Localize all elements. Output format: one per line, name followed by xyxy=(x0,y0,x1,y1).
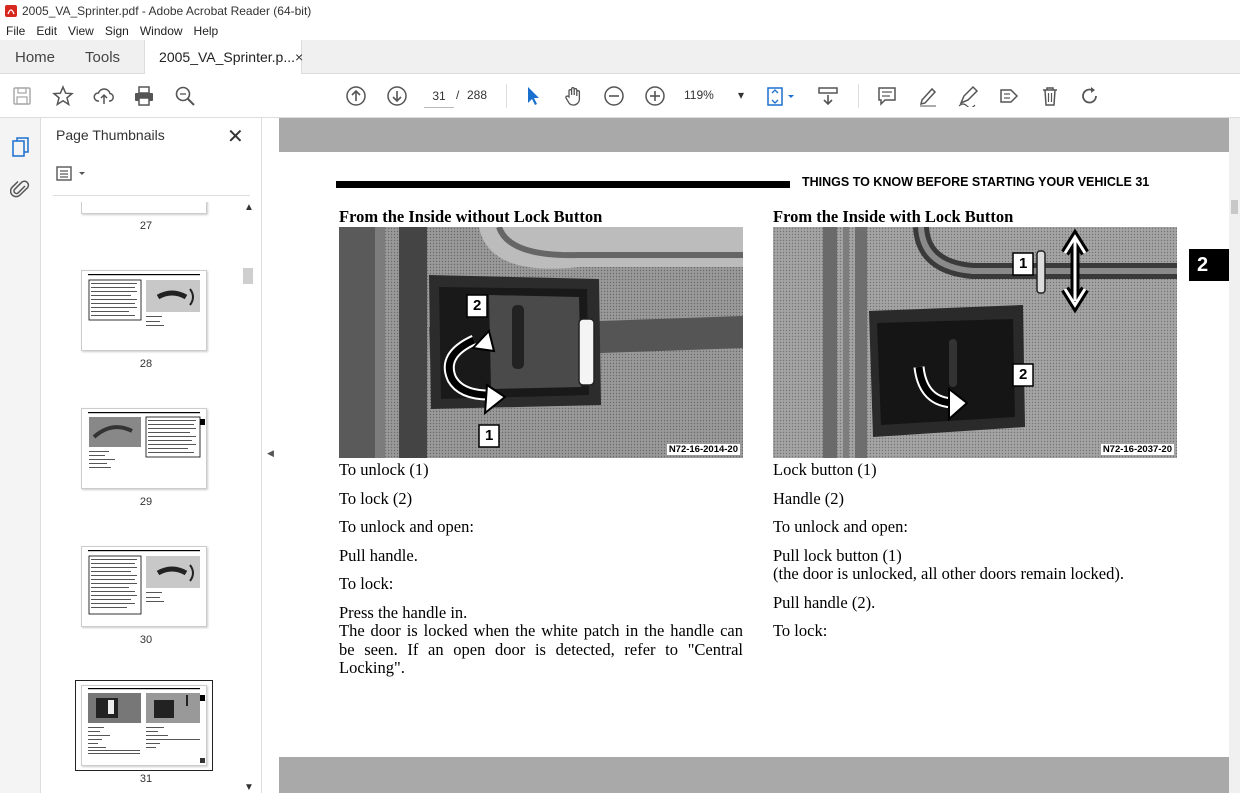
zoom-value: 119% xyxy=(684,88,714,102)
menu-edit[interactable]: Edit xyxy=(36,24,58,38)
callout-2: 2 xyxy=(1019,366,1028,383)
running-head: THINGS TO KNOW BEFORE STARTING YOUR VEHICLE 31 xyxy=(802,175,1150,189)
window-title-bar xyxy=(0,0,1240,22)
instruction-line: To unlock and open: xyxy=(773,517,908,536)
door-handle-illustration xyxy=(339,227,743,458)
tab-tools[interactable]: Tools xyxy=(85,48,121,66)
panel-collapse-handle[interactable] xyxy=(262,118,279,793)
page-number-input[interactable]: 31 xyxy=(424,84,454,108)
callout-1: 1 xyxy=(1019,255,1028,272)
upload-cloud-icon[interactable] xyxy=(92,84,116,108)
instruction-line: Pull lock button (1) xyxy=(773,545,902,565)
chapter-tab: 2 xyxy=(1189,249,1229,281)
menu-sign[interactable]: Sign xyxy=(104,24,129,38)
thumbnail-page-28[interactable] xyxy=(81,270,207,351)
instruction-line: To lock (2) xyxy=(339,488,413,508)
document-viewer xyxy=(279,118,1240,793)
search-zoom-icon[interactable] xyxy=(173,84,197,108)
instruction-line: Pull handle (2). xyxy=(773,592,876,612)
menu-help[interactable]: Help xyxy=(193,24,219,38)
page-separator: / xyxy=(456,88,460,102)
callout-1: 1 xyxy=(485,427,494,444)
thumbnail-image xyxy=(82,271,206,350)
thumbnail-image xyxy=(82,547,206,626)
thumbnail-label: 30 xyxy=(139,634,153,646)
thumbnail-page-31[interactable] xyxy=(81,685,207,766)
toolbar-divider xyxy=(506,84,507,108)
thumbnail-label: 31 xyxy=(139,773,153,785)
tab-close-icon[interactable]: × xyxy=(295,49,304,65)
rotate-icon[interactable] xyxy=(1078,84,1102,108)
main-toolbar xyxy=(0,74,1240,118)
left-navigation-rail xyxy=(0,118,41,793)
select-cursor-icon[interactable] xyxy=(521,84,545,108)
tab-document[interactable] xyxy=(144,40,302,74)
figure-drawing xyxy=(773,227,1177,458)
section-heading: From the Inside without Lock Button xyxy=(339,207,603,226)
thumbnail-label: 27 xyxy=(139,220,153,232)
instruction-line: To lock: xyxy=(339,574,394,593)
print-icon[interactable] xyxy=(132,84,156,108)
left-column xyxy=(339,207,743,678)
page-thumbnails-panel xyxy=(41,118,262,793)
thumbnail-page-27[interactable] xyxy=(81,202,207,214)
toolbar-divider xyxy=(858,84,859,108)
callout-2: 2 xyxy=(473,297,482,314)
document-scrollbar[interactable] xyxy=(1229,118,1240,793)
instruction-line: (the door is unlocked, all other doors remain locked). xyxy=(773,564,1124,583)
tab-home[interactable]: Home xyxy=(15,48,56,66)
instruction-paragraph: The door is locked when the white patch in the handle can be seen. If an open door is detected, refer to "Central Locking". xyxy=(339,621,743,677)
window-title: 2005_VA_Sprinter.pdf - Adobe Acrobat Reader (64-bit) xyxy=(22,4,312,18)
thumbnail-image xyxy=(82,686,206,765)
figure-code: N72-16-2037-20 xyxy=(1102,444,1172,455)
panel-divider xyxy=(53,195,250,196)
figure-drawing xyxy=(339,227,743,458)
thumbnail-options-icon[interactable] xyxy=(55,164,91,184)
page-thumbnails-icon[interactable] xyxy=(10,136,32,158)
menu-bar xyxy=(0,22,1240,40)
scroll-mode-icon[interactable] xyxy=(816,84,840,108)
comment-icon[interactable] xyxy=(875,84,899,108)
right-column xyxy=(773,207,1177,641)
tab-document-label: 2005_VA_Sprinter.p... xyxy=(159,49,295,65)
thumbnail-label: 29 xyxy=(139,496,153,508)
collapse-arrow-icon[interactable]: ◀ xyxy=(267,448,274,458)
trash-icon[interactable] xyxy=(1038,84,1062,108)
instruction-line: To unlock (1) xyxy=(339,460,429,479)
attachments-paperclip-icon[interactable] xyxy=(10,178,32,200)
hand-tool-icon[interactable] xyxy=(562,84,586,108)
scrollbar-thumb[interactable] xyxy=(1231,200,1238,214)
pdf-page xyxy=(279,152,1229,757)
chevron-up-icon[interactable]: ▲ xyxy=(244,202,254,213)
page-gap xyxy=(279,757,1229,793)
thumbnail-list xyxy=(53,202,239,793)
close-icon[interactable]: ✕ xyxy=(227,126,244,148)
page-gap xyxy=(279,118,1229,152)
menu-window[interactable]: Window xyxy=(139,24,183,38)
acrobat-icon xyxy=(4,4,18,18)
thumbnail-image xyxy=(82,409,206,488)
instruction-line: Handle (2) xyxy=(773,488,845,508)
edit-tag-icon[interactable] xyxy=(997,84,1021,108)
thumbnail-label: 28 xyxy=(139,358,153,370)
save-icon[interactable] xyxy=(10,84,34,108)
bookmark-star-icon[interactable] xyxy=(51,84,75,108)
instruction-line: To unlock and open: xyxy=(339,517,474,536)
zoom-in-icon[interactable] xyxy=(643,84,667,108)
previous-page-icon[interactable] xyxy=(344,84,368,108)
thumbnail-page-30[interactable] xyxy=(81,546,207,627)
figure-code: N72-16-2014-20 xyxy=(668,444,738,455)
thumbnail-page-29[interactable] xyxy=(81,408,207,489)
zoom-select[interactable] xyxy=(684,88,744,102)
instruction-line: Pull handle. xyxy=(339,545,418,565)
highlight-pen-icon[interactable] xyxy=(916,84,940,108)
next-page-icon[interactable] xyxy=(385,84,409,108)
instruction-line: Lock button (1) xyxy=(773,460,877,479)
door-handle-lock-illustration xyxy=(773,227,1177,458)
scrollbar-thumb[interactable] xyxy=(243,268,253,284)
sign-pen-icon[interactable] xyxy=(956,84,980,108)
panel-title: Page Thumbnails xyxy=(56,127,165,143)
chevron-down-icon: ▾ xyxy=(737,88,744,102)
menu-file[interactable]: File xyxy=(6,24,26,38)
running-head-rule xyxy=(336,181,790,188)
instruction-line: Press the handle in. xyxy=(339,602,468,622)
zoom-out-icon[interactable] xyxy=(602,84,626,108)
fit-page-icon[interactable] xyxy=(764,84,800,108)
section-heading: From the Inside with Lock Button xyxy=(773,207,1014,226)
menu-view[interactable]: View xyxy=(68,24,94,38)
instruction-line: To lock: xyxy=(773,621,828,640)
thumbnail-scrollbar[interactable] xyxy=(241,202,255,793)
tab-bar xyxy=(0,40,1240,74)
page-total: 288 xyxy=(467,88,488,102)
chevron-down-icon[interactable]: ▼ xyxy=(244,782,254,793)
